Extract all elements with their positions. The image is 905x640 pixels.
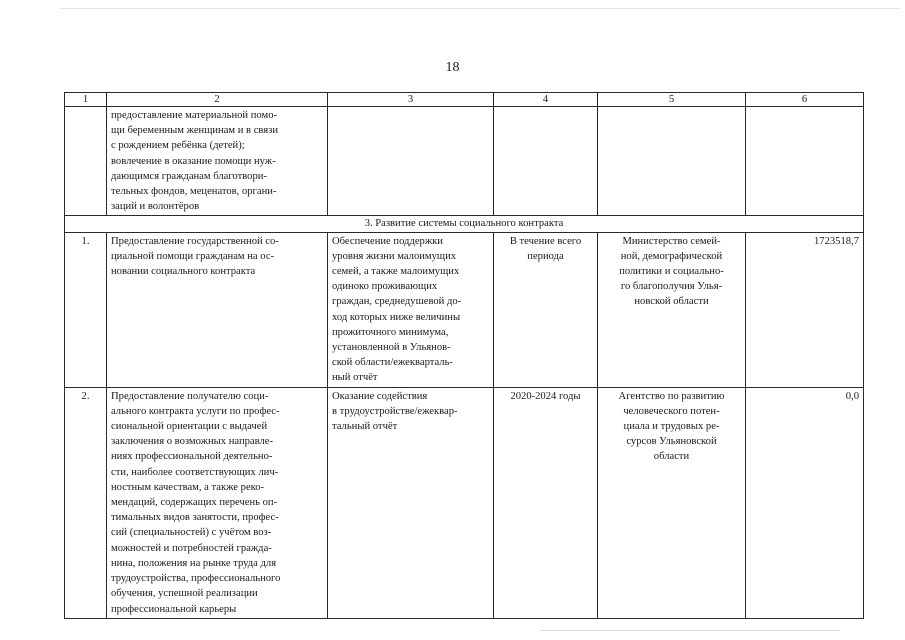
- section-heading-row: [65, 216, 864, 232]
- text-line: щи беременным женщинам и в связи: [111, 125, 279, 137]
- column-number: 4: [494, 93, 598, 107]
- text-line: можностей и потребностей гражда-: [111, 542, 272, 554]
- cell-number: 1.: [65, 232, 107, 387]
- text-line: человеческого потен-: [623, 405, 720, 417]
- text-line: В течение всего: [509, 235, 582, 247]
- column-number: 1: [65, 93, 107, 107]
- cell-amount: 1723518,7: [746, 232, 864, 387]
- column-number: 2: [107, 93, 328, 107]
- cell-period: [494, 107, 598, 216]
- column-number: 3: [328, 93, 494, 107]
- section-title: 3. Развитие системы социального контракта: [65, 216, 864, 232]
- text-line: ской области/ежекварталь-: [332, 357, 453, 369]
- text-line: ход которых ниже величины: [332, 311, 461, 323]
- cell-result: [328, 107, 494, 216]
- text-line: вовлечение в оказание помощи нуж-: [111, 155, 276, 167]
- text-line: тимальных видов занятости, профес-: [111, 512, 279, 524]
- cell-result: [328, 232, 494, 387]
- text-line: Предоставление получателю соци-: [111, 390, 269, 402]
- text-line: тальный отчёт: [332, 421, 398, 433]
- text-line: сиональной ориентации с выдачей: [111, 421, 268, 433]
- cell-executor: [598, 232, 746, 387]
- text-line: политики и социально-: [619, 266, 724, 278]
- text-line: Обеспечение поддержки: [332, 235, 443, 247]
- text-line: ниях профессиональной деятельно-: [111, 451, 273, 463]
- text-line: Оказание содействия: [332, 390, 428, 402]
- scan-artifact-top: [60, 8, 900, 9]
- text-line: установленной в Ульянов-: [332, 342, 451, 354]
- cell-executor: [598, 387, 746, 618]
- text-line: области: [653, 451, 690, 463]
- text-line: заций и волонтёров: [111, 201, 200, 213]
- cell-number: 2.: [65, 387, 107, 618]
- scan-artifact-bottom: [540, 630, 840, 631]
- cell-amount: [746, 107, 864, 216]
- text-line: предоставление материальной помо-: [111, 110, 278, 121]
- text-line: 2020-2024 годы: [510, 390, 581, 402]
- text-line: Предоставление государственной со-: [111, 235, 279, 247]
- text-line: профессиональной карьеры: [111, 603, 237, 615]
- text-line: дающимся гражданам благотвори-: [111, 170, 267, 182]
- text-line: Агентство по развитию: [618, 390, 725, 402]
- cell-action: [107, 232, 328, 387]
- text-line: ной, демографической: [620, 250, 723, 262]
- text-line: прожиточного минимума,: [332, 326, 449, 338]
- text-line: ностным качествам, а также реко-: [111, 481, 265, 493]
- text-line: ального контракта услуги по профес-: [111, 405, 280, 417]
- text-line: сурсов Ульяновской: [626, 436, 717, 448]
- text-line: сий (специальностей) с учётом воз-: [111, 527, 272, 539]
- table-row: [65, 387, 864, 618]
- cell-action: [107, 387, 328, 618]
- text-line: циала и трудовых ре-: [623, 421, 720, 433]
- text-line: заключения о возможных направле-: [111, 436, 273, 448]
- column-number: 5: [598, 93, 746, 107]
- cell-action: [107, 107, 328, 216]
- text-line: нина, положения на рынке труда для: [111, 557, 277, 569]
- text-line: тельных фондов, меценатов, органи-: [111, 186, 277, 198]
- text-line: Министерство семей-: [622, 235, 721, 247]
- program-table: [64, 92, 864, 619]
- text-line: го благополучия Улья-: [620, 281, 723, 293]
- cell-result: [328, 387, 494, 618]
- column-number: 6: [746, 93, 864, 107]
- text-line: одиноко проживающих: [332, 281, 438, 293]
- text-line: семей, а также малоимущих: [332, 266, 460, 278]
- column-number-row: [65, 93, 864, 107]
- cell-executor: [598, 107, 746, 216]
- text-line: граждан, среднедушевой до-: [332, 296, 462, 308]
- text-line: сти, наиболее соответствующих лич-: [111, 466, 279, 478]
- text-line: мендаций, содержащих перечень оп-: [111, 497, 278, 509]
- cell-amount: 0,0: [746, 387, 864, 618]
- text-line: с рождением ребёнка (детей);: [111, 140, 245, 152]
- cell-number: [65, 107, 107, 216]
- text-line: новании социального контракта: [111, 266, 256, 278]
- text-line: периода: [527, 250, 564, 262]
- text-line: в трудоустройстве/ежеквар-: [332, 405, 458, 417]
- cell-period: [494, 387, 598, 618]
- text-line: трудоустройства, профессионального: [111, 573, 281, 585]
- page-number: 18: [445, 60, 460, 75]
- cell-period: [494, 232, 598, 387]
- text-line: циальной помощи гражданам на ос-: [111, 250, 275, 262]
- text-line: уровня жизни малоимущих: [332, 250, 457, 262]
- continuation-row: [65, 107, 864, 216]
- text-line: ный отчёт: [332, 372, 378, 384]
- text-line: обучения, успешной реализации: [111, 588, 258, 600]
- table-row: [65, 232, 864, 387]
- text-line: новской области: [634, 296, 709, 308]
